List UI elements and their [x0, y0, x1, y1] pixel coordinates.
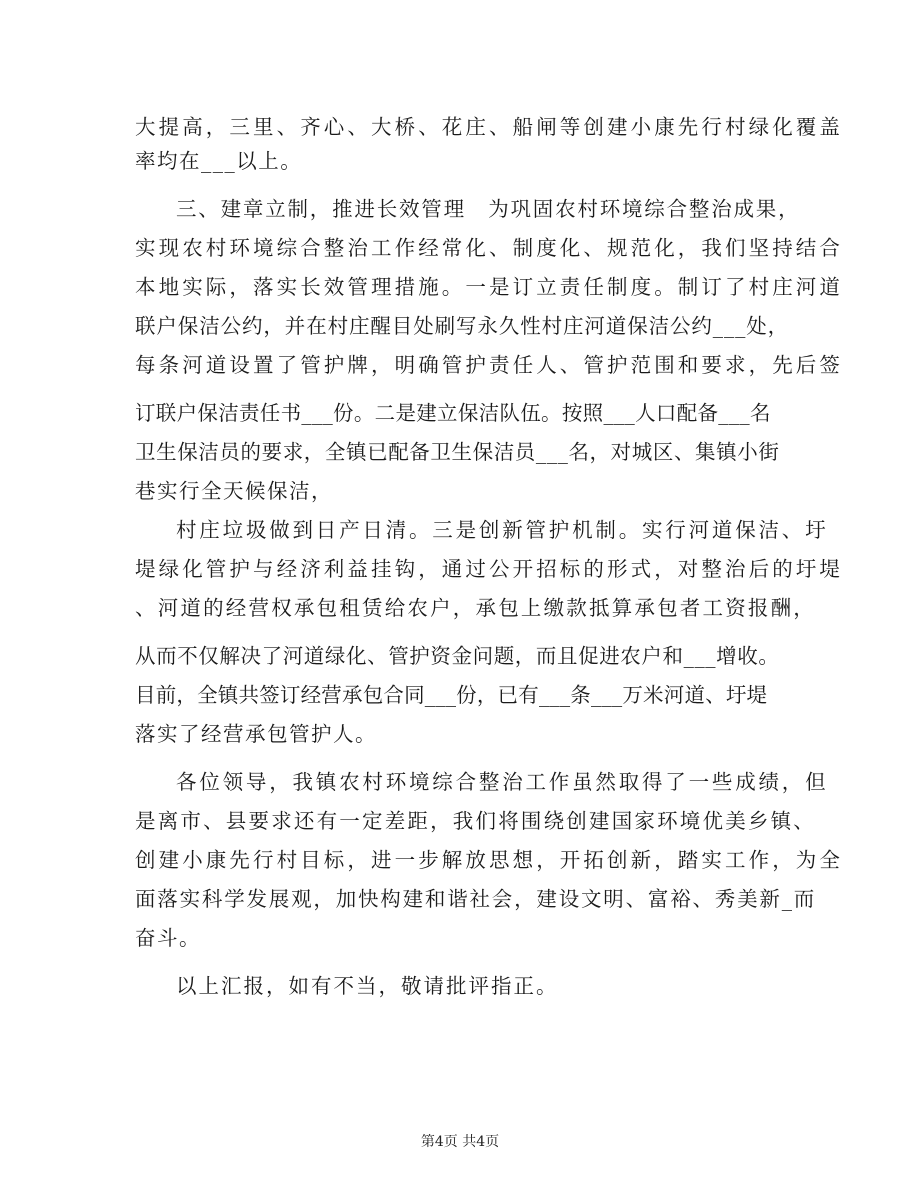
text-line: 是离市、县要求还有一定差距，我们将围绕创建国家环境优美乡镇、 — [135, 809, 816, 833]
text-line: 每条河道设置了管护牌，明确管护责任人、管护范围和要求，先后签 — [135, 353, 843, 377]
text-line: 堤绿化管护与经济利益挂钩，通过公开招标的形式，对整治后的圩堤 — [135, 557, 843, 581]
text-line: 从而不仅解决了河道绿化、管护资金问题，而且促进农户和___增收。 — [135, 644, 780, 668]
text-line: 村庄垃圾做到日产日清。三是创新管护机制。实行河道保洁、圩 — [176, 518, 829, 542]
text-line: 大提高，三里、齐心、大桥、花庄、船闸等创建小康先行村绿化覆盖 — [135, 115, 843, 139]
text-line: 奋斗。 — [135, 926, 201, 950]
text-line: 、河道的经营权承包租赁给农户，承包上缴款抵算承包者工资报酬， — [135, 596, 816, 620]
text-line: 落实了经营承包管护人。 — [135, 722, 377, 746]
text-line: 面落实科学发展观，加快构建和谐社会，建设文明、富裕、秀美新_而 — [135, 887, 817, 911]
text-line: 本地实际，落实长效管理措施。一是订立责任制度。制订了村庄河道 — [135, 275, 843, 299]
text-line: 创建小康先行村目标，进一步解放思想，开拓创新，踏实工作，为全 — [135, 848, 843, 872]
text-line: 实现农村环境综合整治工作经常化、制度化、规范化，我们坚持结合 — [135, 236, 843, 260]
text-line: 订联户保洁责任书___份。二是建立保洁队伍。按照___人口配备___名 — [135, 401, 771, 425]
text-line: 目前，全镇共签订经营承包合同___份，已有___条___万米河道、圩堤 — [135, 683, 768, 707]
text-line: 巷实行全天候保洁， — [135, 479, 333, 503]
text-line: 各位领导，我镇农村环境综合整治工作虽然取得了一些成绩，但 — [176, 770, 829, 794]
text-line: 率均在___以上。 — [135, 149, 303, 173]
text-line: 以上汇报，如有不当，敬请批评指正。 — [176, 974, 559, 998]
page-number-footer: 第4页 共4页 — [420, 1134, 500, 1150]
text-line: 三、建章立制，推进长效管理 为巩固农村环境综合整治成果， — [176, 197, 801, 221]
text-line: 卫生保洁员的要求，全镇已配备卫生保洁员___名，对城区、集镇小街 — [135, 440, 780, 464]
text-line: 联户保洁公约，并在村庄醒目处刷写永久性村庄河道保洁公约___处， — [135, 314, 790, 338]
